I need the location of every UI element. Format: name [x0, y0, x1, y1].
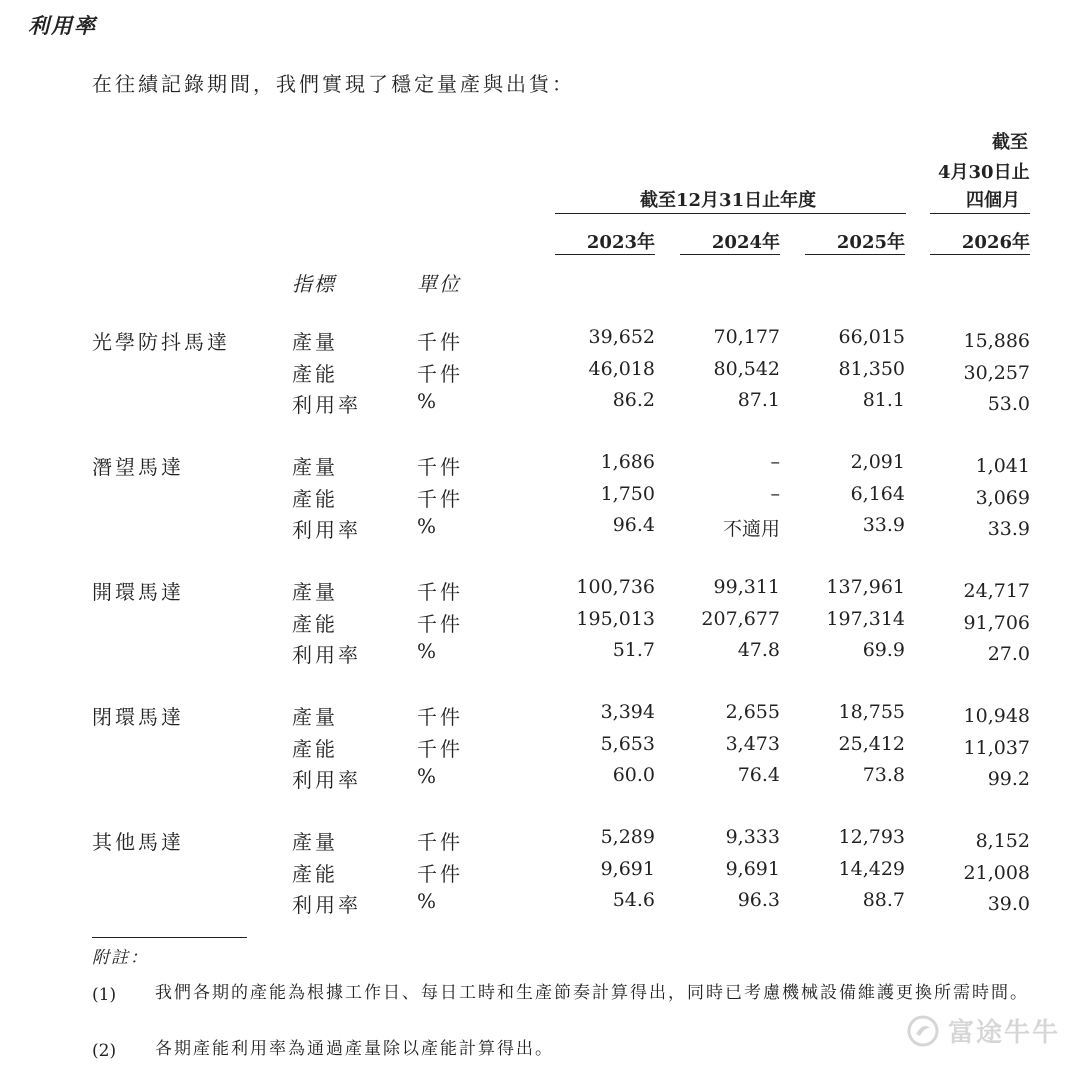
metric-label: 利用率 [292, 768, 361, 792]
table-cell: 5,653 [600, 732, 655, 755]
year-column-header: 2024年 [711, 232, 780, 253]
table-cell: 99.2 [987, 768, 1030, 790]
table-cell: 14,429 [838, 857, 905, 880]
table-cell: 3,069 [975, 486, 1030, 509]
table-cell: 73.8 [862, 764, 905, 786]
table-cell: 27.0 [987, 643, 1030, 665]
year-underline [805, 254, 905, 255]
table-cell: 81,350 [838, 357, 905, 380]
unit-label: % [417, 764, 440, 788]
table-cell: 2,091 [850, 451, 905, 473]
table-cell: 46,018 [588, 357, 655, 380]
watermark [906, 1012, 1060, 1049]
table-cell: 86.2 [612, 389, 655, 411]
futu-logo-icon [906, 1014, 940, 1048]
metric-label: 產量 [292, 705, 338, 729]
metric-label: 產能 [292, 486, 338, 511]
table-cell: 195,013 [576, 607, 655, 630]
table-cell: 6,164 [850, 482, 905, 505]
unit-label: % [417, 889, 440, 913]
table-cell: 96.3 [737, 889, 780, 911]
table-cell: 25,412 [838, 732, 905, 755]
table-cell: 81.1 [862, 389, 905, 411]
table-cell: 9,691 [600, 857, 655, 880]
interim-label-line2: 4月30日止 [938, 162, 1030, 183]
metric-label: 產能 [292, 861, 338, 886]
table-cell: 39,652 [588, 326, 655, 348]
table-cell: 10,948 [963, 705, 1030, 727]
unit-label: 千件 [417, 611, 463, 636]
table-cell: 66,015 [838, 326, 905, 348]
category-label: 閉環馬達 [92, 705, 184, 729]
table-cell: 60.0 [612, 764, 655, 786]
metric-label: 利用率 [292, 393, 361, 417]
interim-label-line3: 四個月 [966, 190, 1020, 211]
table-cell: 87.1 [737, 389, 780, 411]
note-text: 各期產能利用率為通過產量除以產能計算得出。 [155, 1039, 554, 1059]
metric-label: 產量 [292, 330, 338, 354]
unit-column-header: 單位 [417, 272, 461, 296]
unit-label: 千件 [417, 736, 463, 761]
table-cell: 不適用 [722, 518, 780, 540]
note-number: (1) [92, 985, 117, 1005]
category-label: 開環馬達 [92, 580, 184, 604]
year-underline [930, 254, 1030, 255]
metric-label: 利用率 [292, 518, 361, 542]
table-cell: 30,257 [963, 361, 1030, 384]
table-cell: 53.0 [987, 393, 1030, 415]
note-text: 我們各期的產能為根據工作日、每日工時和生產節奏計算得出，同時已考慮機械設備維護更換所需時間。 [155, 983, 1029, 1003]
table-cell: 197,314 [826, 607, 905, 630]
metric-label: 產能 [292, 361, 338, 386]
interim-underline [930, 213, 1030, 214]
metric-label: 產能 [292, 736, 338, 761]
watermark-text: 富途牛牛 [947, 1018, 1060, 1048]
fiscal-year-group-label: 截至12月31日止年度 [640, 190, 817, 211]
year-column-header: 2026年 [961, 232, 1030, 253]
table-cell: 1,041 [975, 455, 1030, 477]
interim-label-line1: 截至 [992, 132, 1028, 153]
table-cell: 15,886 [963, 330, 1030, 352]
table-cell: 39.0 [987, 893, 1030, 915]
table-cell: 137,961 [826, 576, 905, 598]
notes-divider [92, 937, 247, 938]
unit-label: 千件 [417, 330, 463, 354]
table-cell: 33.9 [862, 514, 905, 536]
section-title: 利用率 [28, 13, 97, 38]
table-cell: 24,717 [963, 580, 1030, 602]
table-cell: 51.7 [612, 639, 655, 661]
table-cell: 76.4 [737, 764, 780, 786]
table-cell: 21,008 [963, 861, 1030, 884]
table-cell: 47.8 [737, 639, 780, 661]
table-cell: 9,691 [725, 857, 780, 880]
year-column-header: 2025年 [836, 232, 905, 253]
table-cell: 2,655 [725, 701, 780, 723]
table-cell: 11,037 [963, 736, 1030, 759]
year-underline [680, 254, 780, 255]
category-label: 潛望馬達 [92, 455, 184, 479]
intro-paragraph: 在往績記錄期間，我們實現了穩定量產與出貨： [92, 72, 575, 96]
unit-label: 千件 [417, 830, 463, 854]
table-cell: 96.4 [612, 514, 655, 536]
metric-label: 利用率 [292, 893, 361, 917]
category-label: 其他馬達 [92, 830, 184, 854]
unit-label: 千件 [417, 580, 463, 604]
metric-label: 產量 [292, 830, 338, 854]
table-cell: 9,333 [725, 826, 780, 848]
year-underline [555, 254, 655, 255]
table-cell: – [770, 451, 780, 473]
table-cell: – [770, 482, 780, 505]
table-cell: 8,152 [975, 830, 1030, 852]
table-cell: 80,542 [713, 357, 780, 380]
unit-label: % [417, 514, 440, 538]
table-cell: 12,793 [838, 826, 905, 848]
unit-label: % [417, 389, 440, 413]
unit-label: 千件 [417, 455, 463, 479]
unit-label: 千件 [417, 861, 463, 886]
unit-label: 千件 [417, 486, 463, 511]
table-cell: 91,706 [963, 611, 1030, 634]
indicator-column-header: 指標 [292, 272, 336, 296]
table-cell: 88.7 [862, 889, 905, 911]
table-cell: 207,677 [701, 607, 780, 630]
table-cell: 33.9 [987, 518, 1030, 540]
table-cell: 18,755 [838, 701, 905, 723]
table-cell: 99,311 [713, 576, 780, 598]
year-column-header: 2023年 [586, 232, 655, 253]
metric-label: 利用率 [292, 643, 361, 667]
unit-label: 千件 [417, 361, 463, 386]
metric-label: 產量 [292, 580, 338, 604]
table-cell: 100,736 [576, 576, 655, 598]
table-cell: 70,177 [713, 326, 780, 348]
table-cell: 5,289 [600, 826, 655, 848]
table-cell: 54.6 [612, 889, 655, 911]
metric-label: 產量 [292, 455, 338, 479]
category-label: 光學防抖馬達 [92, 330, 230, 354]
table-cell: 1,686 [600, 451, 655, 473]
table-cell: 3,473 [725, 732, 780, 755]
notes-label: 附註： [92, 948, 149, 968]
table-cell: 1,750 [600, 482, 655, 505]
group-underline [555, 213, 906, 214]
table-cell: 69.9 [862, 639, 905, 661]
unit-label: 千件 [417, 705, 463, 729]
table-cell: 3,394 [600, 701, 655, 723]
unit-label: % [417, 639, 440, 663]
metric-label: 產能 [292, 611, 338, 636]
note-number: (2) [92, 1041, 117, 1061]
